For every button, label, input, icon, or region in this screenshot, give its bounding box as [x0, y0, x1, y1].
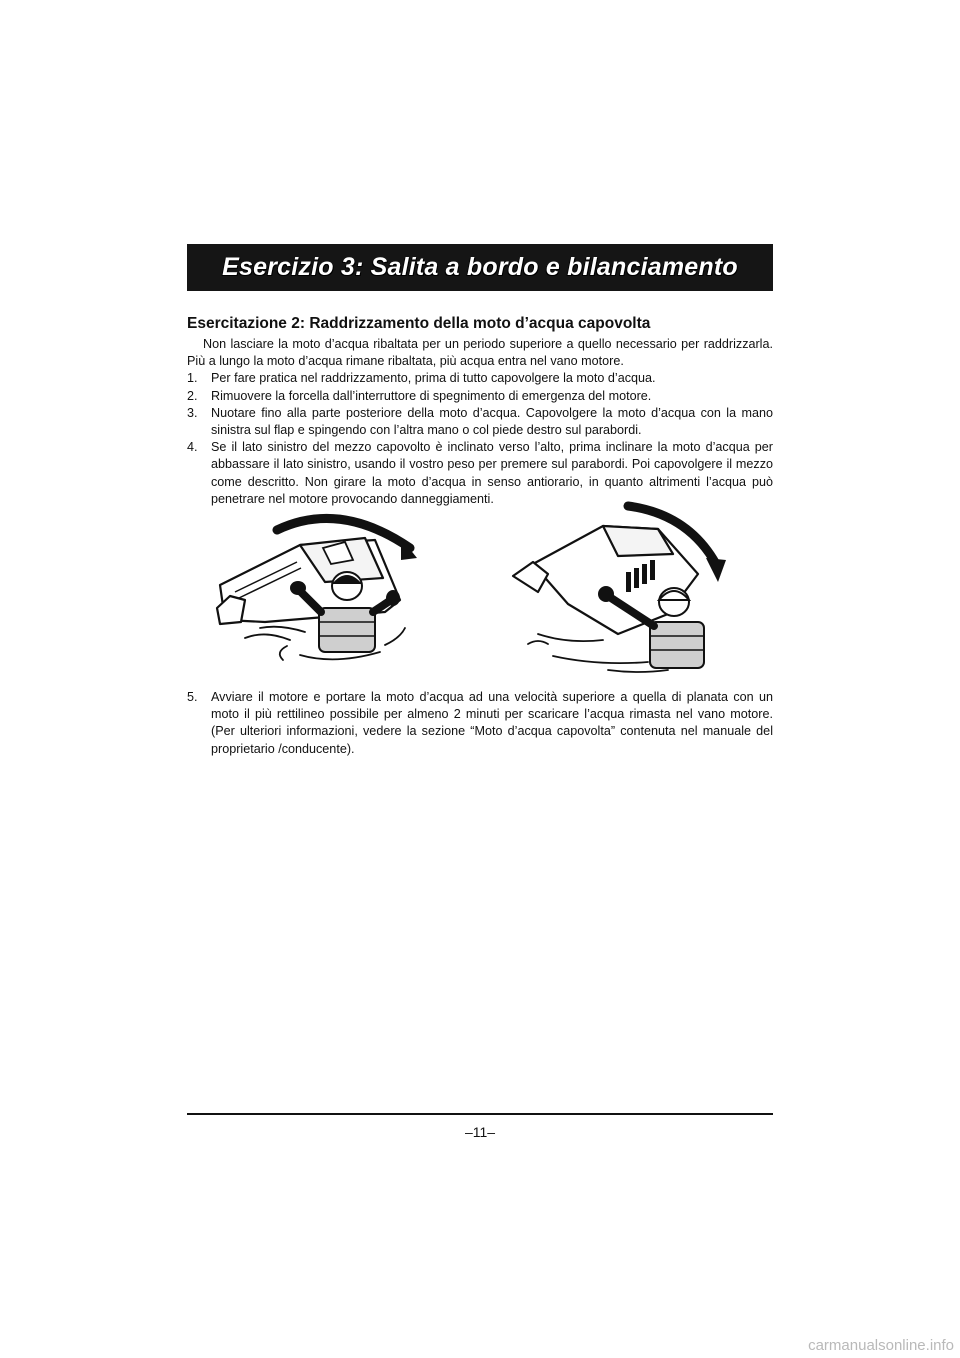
list-item — [187, 370, 773, 387]
intro-paragraph — [187, 336, 773, 370]
steps-list-continued — [187, 689, 773, 758]
step-number: 4. — [187, 440, 198, 455]
footer-divider — [187, 1113, 773, 1115]
watermark: carmanualsonline.info — [808, 1337, 954, 1354]
section-heading: Esercitazione 2: Raddrizzamento della moto d’acqua capovolta — [187, 315, 651, 332]
page-number: –11– — [464, 1124, 496, 1140]
list-item — [187, 388, 773, 405]
step-text: Avviare il motore e portare la moto d’acqua ad una velocità superiore a quella di planata con un moto il più rettilineo possibile per almeno 2 minuti per scaricare l’acqua rimasta nel vano motore. (Per ulteriori informazioni, vedere la sezione “Moto d’acqua capovolta” contenuta nel manuale del proprietario /conducente). — [211, 690, 773, 756]
step-text: Nuotare fino alla parte posteriore della moto d’acqua. Capovolgere la moto d’acqua con la mano sinistra sul flap e spingendo con l’altra mano o col piede destro sul parabordi. — [211, 405, 773, 438]
list-item — [187, 405, 773, 439]
step-text: Rimuovere la forcella dall’interruttore di spegnimento di emergenza del motore. — [211, 388, 652, 403]
banner-title: Esercizio 3: Salita a bordo e bilanciamento — [222, 253, 738, 281]
continued-content — [187, 689, 773, 758]
section-banner — [187, 244, 773, 291]
steps-list — [187, 370, 773, 508]
step-number: 1. — [187, 371, 198, 386]
main-content — [187, 314, 773, 508]
righting-illustration-right — [508, 494, 730, 676]
intro-text: Non lasciare la moto d’acqua ribaltata per un periodo superiore a quello necessario per raddrizzarla. Più a lungo la moto d’acqua rimane ribaltata, più acqua entra nel vano motore. — [187, 337, 773, 369]
step-text: Per fare pratica nel raddrizzamento, prima di tutto capovolgere la moto d’acqua. — [211, 371, 656, 386]
list-item — [187, 689, 773, 758]
step-number: 2. — [187, 388, 198, 403]
righting-illustration-left — [205, 500, 430, 675]
step-number: 3. — [187, 405, 198, 420]
step-text: Se il lato sinistro del mezzo capovolto è inclinato verso l’alto, prima inclinare la moto d’acqua per abbassare il lato sinistro, usando il vostro peso per premere sul parabordi. Poi capovolgere il mezzo come descritto. Non girare la moto d’acqua in senso antiorario, in quanto altrimenti l’acqua può penetrare nel motore provocando danneggiamenti. — [211, 440, 773, 506]
step-number: 5. — [187, 690, 198, 704]
